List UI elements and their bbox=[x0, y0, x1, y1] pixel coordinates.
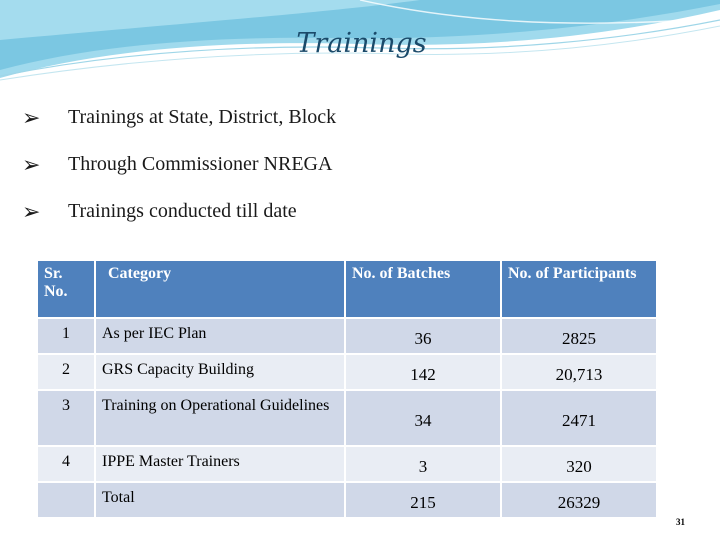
bullet-text: Trainings at State, District, Block bbox=[68, 106, 337, 128]
slide-title: Trainings bbox=[296, 28, 427, 59]
bullet-item bbox=[22, 188, 336, 235]
cell-sr-no: 2 bbox=[38, 355, 94, 389]
arrow-bullet-icon: ➢ bbox=[22, 104, 41, 130]
table-header-row bbox=[38, 261, 656, 317]
cell-batches: 142 bbox=[346, 355, 500, 389]
cell-batches: 36 bbox=[346, 319, 500, 353]
cell-participants: 26329 bbox=[502, 483, 656, 517]
cell-participants: 20,713 bbox=[502, 355, 656, 389]
cell-batches: 34 bbox=[346, 391, 500, 445]
cell-batches: 215 bbox=[346, 483, 500, 517]
header-sr-no: Sr. No. bbox=[38, 261, 94, 317]
bullet-list bbox=[22, 94, 336, 235]
header-category: Category bbox=[96, 261, 344, 317]
cell-participants: 2825 bbox=[502, 319, 656, 353]
bullet-item bbox=[22, 141, 336, 188]
table-row bbox=[38, 447, 656, 481]
bullet-item bbox=[22, 94, 336, 141]
bullet-text: Trainings conducted till date bbox=[68, 200, 297, 222]
cell-category: Training on Operational Guidelines bbox=[96, 391, 344, 445]
cell-category: Total bbox=[96, 483, 344, 517]
arrow-bullet-icon: ➢ bbox=[22, 151, 41, 177]
cell-category: IPPE Master Trainers bbox=[96, 447, 344, 481]
cell-category: As per IEC Plan bbox=[96, 319, 344, 353]
cell-sr-no: 3 bbox=[38, 391, 94, 445]
cell-category: GRS Capacity Building bbox=[96, 355, 344, 389]
cell-sr-no bbox=[38, 483, 94, 517]
table-row bbox=[38, 319, 656, 353]
table-row bbox=[38, 355, 656, 389]
cell-sr-no: 1 bbox=[38, 319, 94, 353]
table-row bbox=[38, 391, 656, 445]
page-number: 31 bbox=[676, 517, 685, 527]
header-batches: No. of Batches bbox=[346, 261, 500, 317]
header-participants: No. of Participants bbox=[502, 261, 656, 317]
cell-participants: 2471 bbox=[502, 391, 656, 445]
arrow-bullet-icon: ➢ bbox=[22, 198, 41, 224]
cell-participants: 320 bbox=[502, 447, 656, 481]
table-row-total bbox=[38, 483, 656, 517]
bullet-text: Through Commissioner NREGA bbox=[68, 153, 333, 175]
trainings-table bbox=[36, 259, 658, 519]
cell-batches: 3 bbox=[346, 447, 500, 481]
cell-sr-no: 4 bbox=[38, 447, 94, 481]
